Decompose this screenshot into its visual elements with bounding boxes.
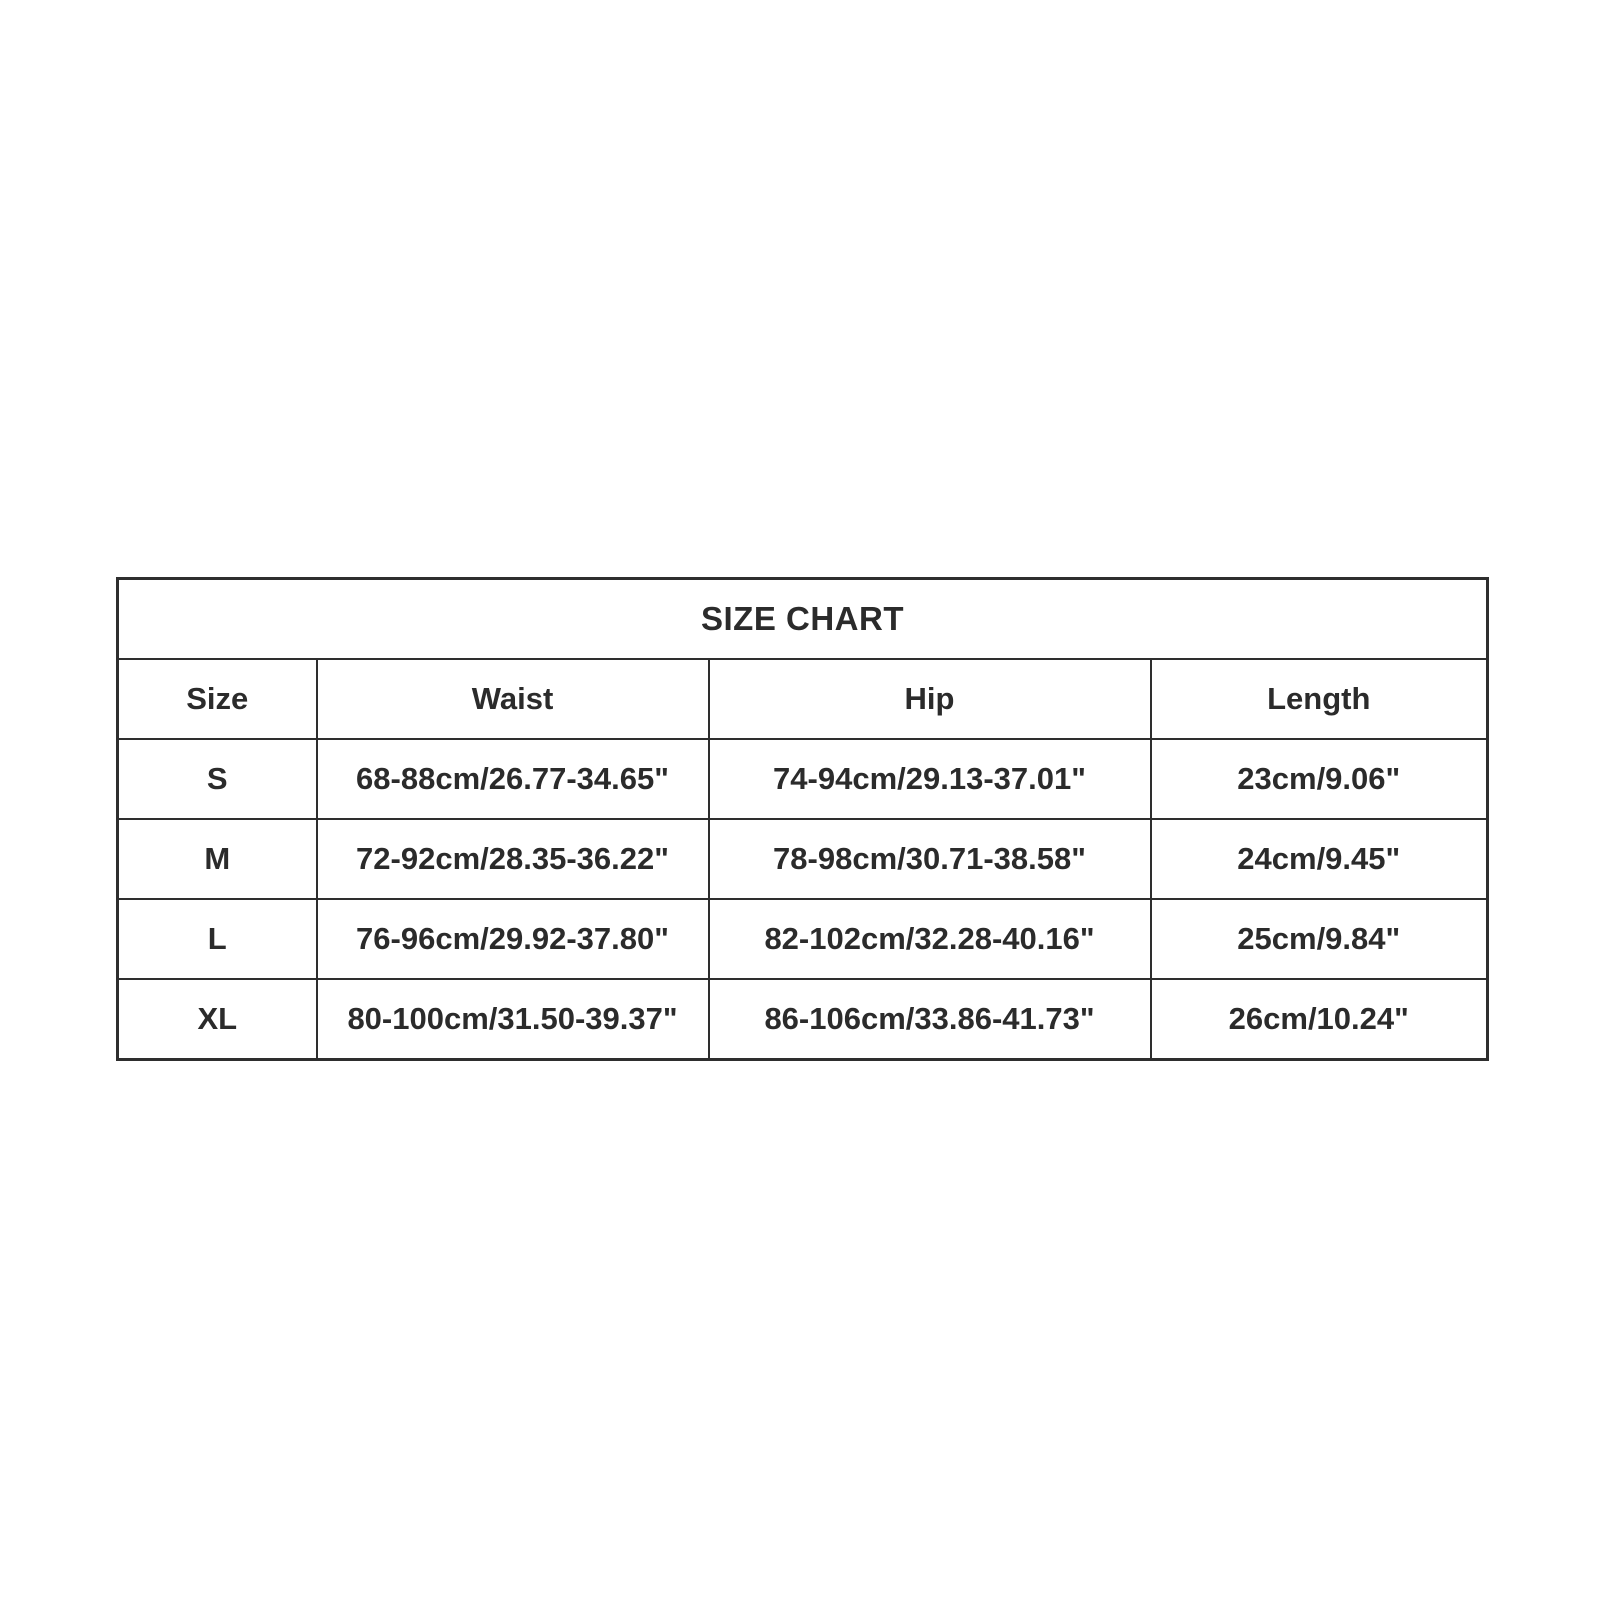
size-cell: XL: [118, 979, 317, 1060]
table-row: [118, 819, 1488, 899]
length-cell: 26cm/10.24": [1151, 979, 1488, 1060]
waist-cell: 72-92cm/28.35-36.22": [317, 819, 709, 899]
hip-cell: 82-102cm/32.28-40.16": [709, 899, 1151, 979]
waist-cell: 80-100cm/31.50-39.37": [317, 979, 709, 1060]
header-row: [118, 659, 1488, 739]
length-cell: 23cm/9.06": [1151, 739, 1488, 819]
length-cell: 25cm/9.84": [1151, 899, 1488, 979]
chart-title: SIZE CHART: [118, 579, 1488, 660]
header-length: Length: [1151, 659, 1488, 739]
length-cell: 24cm/9.45": [1151, 819, 1488, 899]
size-cell: L: [118, 899, 317, 979]
title-row: [118, 579, 1488, 660]
waist-cell: 76-96cm/29.92-37.80": [317, 899, 709, 979]
table-row: [118, 899, 1488, 979]
hip-cell: 78-98cm/30.71-38.58": [709, 819, 1151, 899]
header-hip: Hip: [709, 659, 1151, 739]
table-row: [118, 739, 1488, 819]
size-cell: S: [118, 739, 317, 819]
header-size: Size: [118, 659, 317, 739]
size-chart-table: [116, 577, 1489, 1061]
size-cell: M: [118, 819, 317, 899]
header-waist: Waist: [317, 659, 709, 739]
hip-cell: 74-94cm/29.13-37.01": [709, 739, 1151, 819]
hip-cell: 86-106cm/33.86-41.73": [709, 979, 1151, 1060]
table-row: [118, 979, 1488, 1060]
waist-cell: 68-88cm/26.77-34.65": [317, 739, 709, 819]
